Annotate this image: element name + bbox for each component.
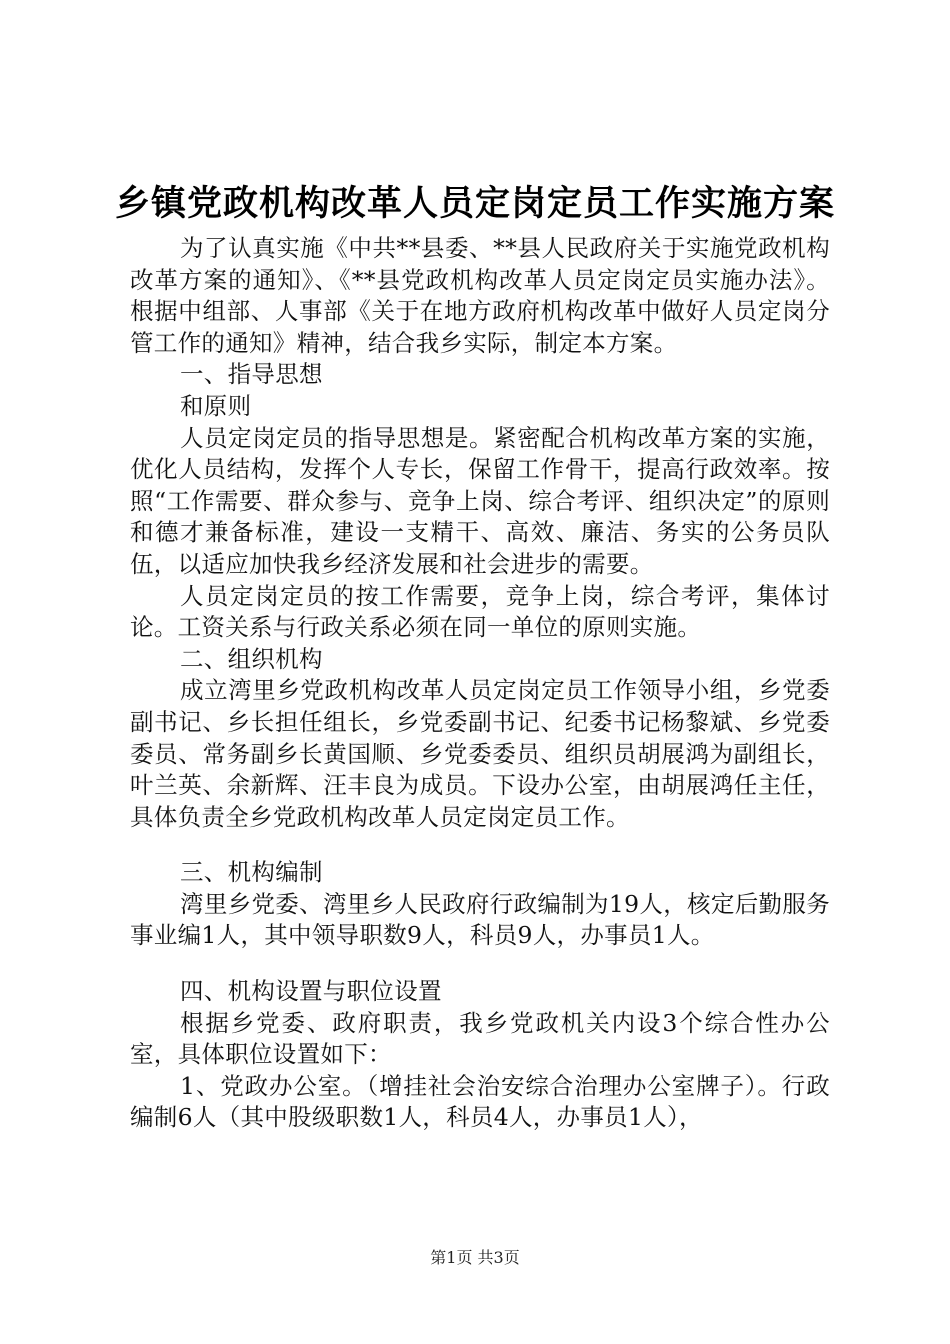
section-heading-positions: 四、机构设置与职位设置 [180,977,442,1006]
section-heading-continuation: 和原则 [180,391,252,420]
document-body [130,233,830,1134]
section-heading-organization: 二、组织机构 [180,644,323,673]
section-heading-guiding-thought: 一、指导思想 [180,360,323,389]
spacer [130,952,830,976]
staffing-paragraph: 湾里乡党委、湾里乡人民政府行政编制为19人，核定后勤服务事业编1人，其中领导职数9人，科员9人，办事员1人。 [130,889,830,950]
positions-paragraph: 根据乡党委、政府职责，我乡党政机关内设3个综合性办公室，具体职位设置如下： [130,1008,830,1069]
principle-paragraph: 人员定岗定员的按工作需要，竞争上岗，综合考评，集体讨论。工资关系与行政关系必须在同一单位的原则实施。 [130,581,830,642]
intro-paragraph: 为了认真实施《中共**县委、**县人民政府关于实施党政机构改革方案的通知》、《**县党政机构改革人员定岗定员实施办法》。根据中组部、人事部《关于在地方政府机构改革中做好人员定岗分管工作的通知》精神，结合我乡实际，制定本方案。 [130,234,830,357]
organization-paragraph: 成立湾里乡党政机构改革人员定岗定员工作领导小组，乡党委副书记、乡长担任组长，乡党委副书记、纪委书记杨黎斌、乡党委委员、常务副乡长黄国顺、乡党委委员、组织员胡展鸿为副组长，叶兰英、余新辉、汪丰良为成员。下设办公室，由胡展鸿任主任，具体负责全乡党政机构改革人员定岗定员工作。 [130,676,830,831]
guiding-thought-paragraph: 人员定岗定员的指导思想是。紧密配合机构改革方案的实施，优化人员结构，发挥个人专长，保留工作骨干，提高行政效率。按照“工作需要、群众参与、竞争上岗、综合考评、组织决定”的原则和德才兼备标准，建设一支精干、高效、廉洁、务实的公务员队伍，以适应加快我乡经济发展和社会进步的需要。 [130,423,830,578]
section-heading-staffing: 三、机构编制 [180,858,323,887]
page-number: 第1页 共3页 [430,1248,520,1267]
document-title: 乡镇党政机构改革人员定岗定员工作实施方案 [114,183,835,224]
office-item-1: 1、党政办公室。（增挂社会治安综合治理办公室牌子）。行政编制6人（其中股级职数1人，科员4人，办事员1人）， [130,1071,830,1132]
spacer [130,833,830,857]
